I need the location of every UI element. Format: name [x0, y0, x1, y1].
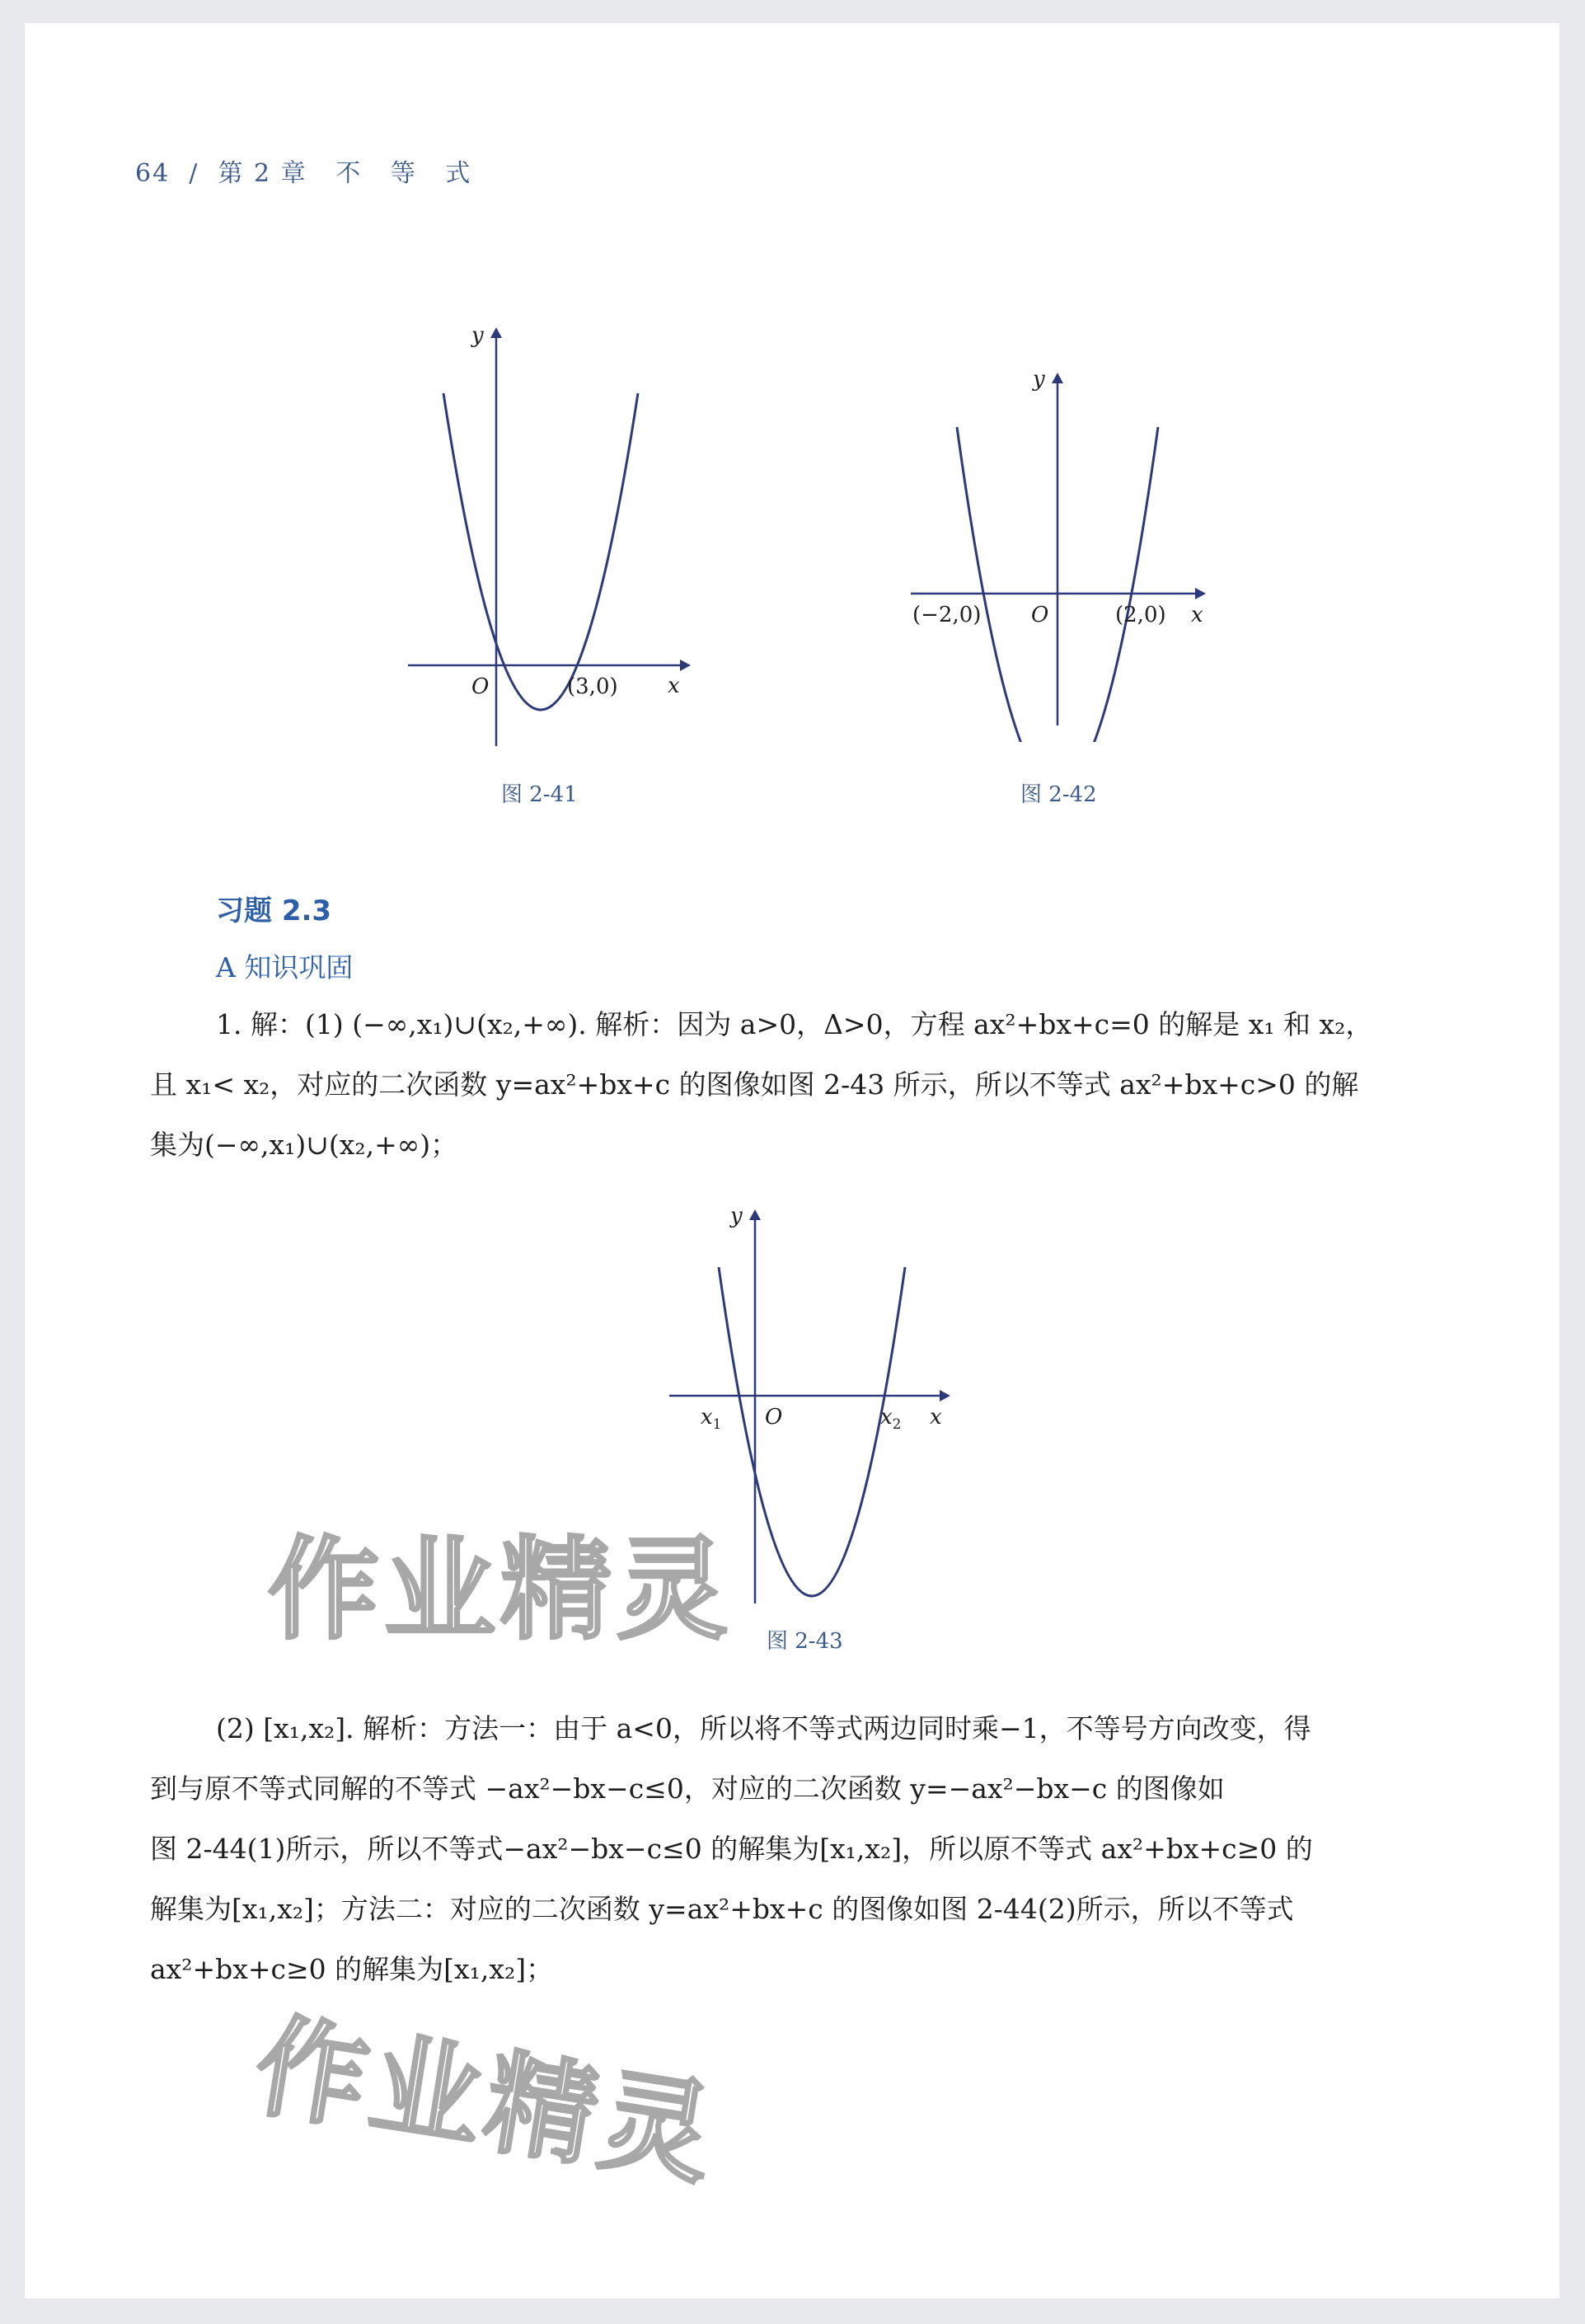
q1-line-1: 1. 解：(1) (−∞,x₁)∪(x₂,+∞). 解析：因为 a>0，Δ>0，方程 ax²+bx+c=0 的解是 x₁ 和 x₂， [216, 1008, 1373, 1040]
y-label: y [1033, 367, 1045, 392]
q1-paragraph [150, 994, 1485, 1175]
origin-label: O [765, 1405, 783, 1430]
x-axis-arrow-icon [940, 1390, 950, 1401]
figure-2-41-caption: 图 2-41 [501, 782, 578, 807]
y-axis-arrow-icon [1052, 373, 1063, 383]
origin-label: O [471, 674, 490, 699]
chapter-title: 第 2 章 不 等 式 [218, 159, 472, 188]
q2-line-1: (2) [x₁,x₂]. 解析：方法一：由于 a<0，所以将不等式两边同时乘−1，不等号方向改变，得 [216, 1712, 1311, 1744]
watermark-2: 作业精灵 [246, 2000, 727, 2202]
q2-line-3: 图 2-44(1)所示，所以不等式−ax²−bx−c≤0 的解集为[x₁,x₂]，所以原不等式 ax²+bx+c≥0 的 [150, 1833, 1313, 1865]
figure-2-42 [903, 363, 1232, 742]
x-axis-arrow-icon [680, 660, 691, 671]
parabola-curve [443, 393, 638, 710]
q2-line-2: 到与原不等式同解的不等式 −ax²−bx−c≤0，对应的二次函数 y=−ax²−bx−c 的图像如 [150, 1772, 1225, 1805]
q2-line-4: 解集为[x₁,x₂]；方法二：对应的二次函数 y=ax²+bx+c 的图像如图 2-44(2)所示，所以不等式 [150, 1893, 1294, 1925]
origin-label: O [1031, 603, 1049, 627]
figure-2-41 [396, 317, 692, 763]
watermark-1: 作业精灵 [268, 1525, 733, 1655]
q1-line-2: 且 x₁< x₂，对应的二次函数 y=ax²+bx+c 的图像如图 2-43 所示，所以不等式 ax²+bx+c>0 的解 [150, 1068, 1359, 1101]
figure-2-42-caption: 图 2-42 [1020, 782, 1097, 807]
q2-paragraph [150, 1698, 1485, 1999]
y-axis-arrow-icon [490, 327, 502, 338]
y-label: y [471, 323, 484, 348]
page-header [135, 153, 471, 189]
left-root-label: (−2,0) [912, 603, 982, 627]
q2-line-5: ax²+bx+c≥0 的解集为[x₁,x₂]； [150, 1953, 554, 1985]
subsection-title: A 知识巩固 [216, 951, 354, 984]
x-axis-arrow-icon [1195, 588, 1206, 599]
root-label: (3,0) [567, 674, 618, 699]
x-label: x [1191, 603, 1203, 627]
header-separator: / [189, 159, 199, 188]
right-root-label: (2,0) [1115, 603, 1166, 627]
x-label: x [930, 1405, 942, 1430]
parabola-curve [719, 1267, 905, 1596]
x1-label: $x_1$ [701, 1405, 722, 1433]
page-number: 64 [135, 159, 171, 188]
figure-2-43-caption: 图 2-43 [767, 1629, 843, 1654]
x-label: x [668, 674, 680, 698]
exercise-title: 习题 2.3 [216, 894, 332, 927]
x2-label: $x_2$ [880, 1405, 902, 1433]
q1-line-3: 集为(−∞,x₁)∪(x₂,+∞)； [150, 1129, 458, 1161]
y-label: y [730, 1204, 743, 1228]
y-axis-arrow-icon [749, 1209, 761, 1220]
